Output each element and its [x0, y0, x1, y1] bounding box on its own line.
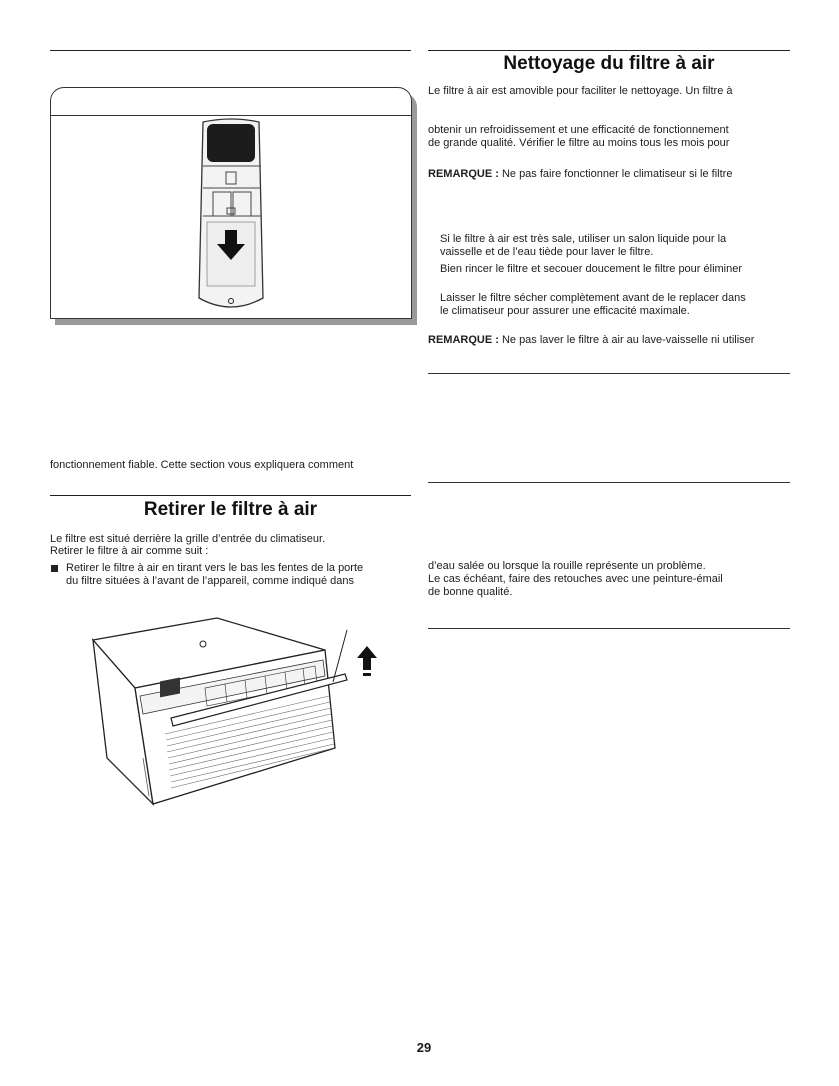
right-divider-1 [428, 373, 790, 374]
retirer-bullet-line1: Retirer le filtre à air en tirant vers le bas les fentes de la porte [66, 562, 364, 574]
retirer-heading: Retirer le filtre à air [143, 499, 318, 520]
intro-tail-text: fonctionnement fiable. Cette section vous expliquera comment [50, 459, 354, 471]
bullet-marker [51, 565, 58, 572]
nettoyage-heading-rule [428, 50, 790, 51]
note1-label: REMARQUE : [428, 168, 499, 180]
note1 [428, 168, 732, 181]
page-number: 29 [416, 1040, 432, 1055]
step3-line2: le climatiseur pour assurer une efficacité maximale. [440, 305, 690, 317]
left-top-rule [50, 50, 411, 51]
figure-header-band [51, 115, 411, 116]
nettoyage-para2-line1: obtenir un refroidissement et une efficacité de fonctionnement [428, 124, 729, 136]
retirer-para-line1: Le filtre est situé derrière la grille d’entrée du climatiseur. [50, 533, 326, 545]
retirer-bullet-line2: du filtre situées à l’avant de l’appareil, comme indiqué dans [66, 575, 354, 587]
note2 [428, 334, 754, 347]
note2-text: Ne pas laver le filtre à air au lave-vaisselle ni utiliser [498, 334, 755, 346]
note1-text: Ne pas faire fonctionner le climatiseur si le filtre [498, 168, 733, 180]
rust-line3: de bonne qualité. [428, 586, 513, 598]
rust-line1: d’eau salée ou lorsque la rouille représente un problème. [428, 560, 706, 572]
right-divider-2 [428, 482, 790, 483]
rust-line2: Le cas échéant, faire des retouches avec une peinture-émail [428, 573, 723, 585]
remote-control-figure [50, 87, 412, 319]
note2-label: REMARQUE : [428, 334, 499, 346]
nettoyage-para1: Le filtre à air est amovible pour faciliter le nettoyage. Un filtre à [428, 85, 733, 97]
air-conditioner-illustration [85, 618, 385, 808]
step1-line2: vaisselle et de l’eau tiède pour laver le filtre. [440, 246, 654, 258]
step1-line1: Si le filtre à air est très sale, utiliser un salon liquide pour la [440, 233, 727, 245]
step2-line1: Bien rincer le filtre et secouer doucement le filtre pour éliminer [440, 263, 743, 275]
nettoyage-para2-line2: de grande qualité. Vérifier le filtre au moins tous les mois pour [428, 137, 730, 149]
remote-control-illustration [191, 118, 271, 314]
step3-line1: Laisser le filtre sécher complètement avant de le replacer dans [440, 292, 746, 304]
retirer-heading-rule [50, 495, 411, 496]
retirer-para-line2: Retirer le filtre à air comme suit : [50, 545, 209, 557]
right-divider-3 [428, 628, 790, 629]
nettoyage-heading: Nettoyage du filtre à air [503, 53, 715, 74]
